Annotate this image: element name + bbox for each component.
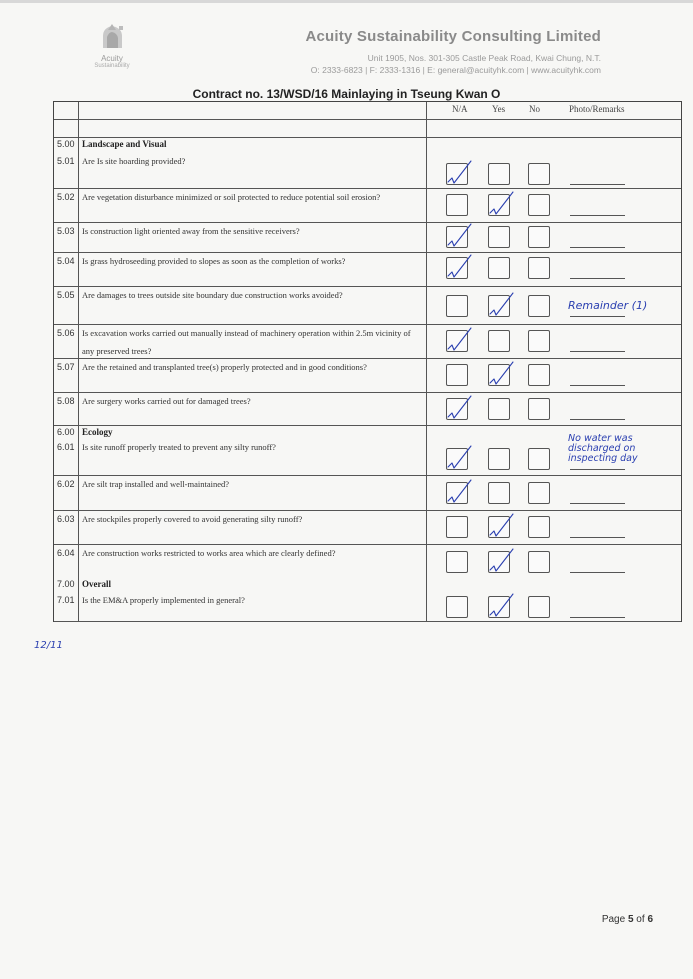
scan-edge	[0, 0, 693, 3]
col-header-na: N/A	[452, 104, 468, 114]
item-number: 6.04	[57, 548, 75, 558]
item-question	[82, 252, 424, 270]
item-question-line: any preserved trees?	[82, 346, 152, 356]
col-header-remarks: Photo/Remarks	[569, 104, 625, 114]
checkbox-yes[interactable]	[488, 482, 510, 504]
checkbox-yes[interactable]	[488, 516, 510, 538]
item-question	[82, 324, 424, 360]
company-address: Unit 1905, Nos. 301-305 Castle Peak Road, Kwai Chung, N.T.	[367, 53, 601, 63]
col-header-no: No	[529, 104, 540, 114]
checkbox-no[interactable]	[528, 163, 550, 185]
remarks-line	[570, 572, 625, 573]
row-divider	[54, 119, 681, 120]
remarks-line	[570, 247, 625, 248]
tick-mark-icon	[444, 221, 474, 251]
handwritten-remark: Remainder (1)	[568, 299, 648, 312]
page-number	[602, 914, 653, 925]
checkbox-yes[interactable]	[488, 194, 510, 216]
tick-mark-icon	[486, 189, 516, 219]
checkbox-yes[interactable]	[488, 163, 510, 185]
tick-mark-icon	[444, 443, 474, 473]
checklist-table	[53, 101, 682, 622]
remarks-line	[570, 537, 625, 538]
row-divider	[54, 621, 681, 622]
checkbox-na[interactable]	[446, 330, 468, 352]
company-address-block	[311, 52, 601, 76]
contract-title: Contract no. 13/WSD/16 Mainlaying in Tseung Kwan O	[192, 87, 501, 101]
tick-mark-icon	[486, 511, 516, 541]
item-number: 6.02	[57, 479, 75, 489]
checkbox-na[interactable]	[446, 516, 468, 538]
item-number: 5.02	[57, 192, 75, 202]
item-question-line: Is construction light oriented away from the sensitive receivers?	[82, 226, 300, 236]
checkbox-na[interactable]	[446, 551, 468, 573]
logo-subtext: Sustainability	[94, 63, 130, 69]
remarks-line	[570, 385, 625, 386]
item-question	[82, 510, 424, 528]
remarks-line	[570, 184, 625, 185]
section-number: 5.00	[57, 139, 75, 149]
remarks-line	[570, 215, 625, 216]
section-title: Overall	[82, 579, 111, 589]
tick-mark-icon	[486, 359, 516, 389]
section-number: 6.00	[57, 427, 75, 437]
item-question-line: Are stockpiles properly covered to avoid generating silty runoff?	[82, 514, 303, 524]
page-of: of	[633, 914, 648, 925]
remarks-line	[570, 503, 625, 504]
tick-mark-icon	[486, 591, 516, 621]
tick-mark-icon	[444, 252, 474, 282]
item-number: 5.06	[57, 328, 75, 338]
item-question-line: Are construction works restricted to works area which are clearly defined?	[82, 548, 336, 558]
checkbox-yes[interactable]	[488, 257, 510, 279]
item-question-line: Are vegetation disturbance minimized or soil protected to reduce potential soil erosion?	[82, 192, 381, 202]
item-number: 6.01	[57, 442, 75, 452]
checkbox-na[interactable]	[446, 596, 468, 618]
checkbox-yes[interactable]	[488, 226, 510, 248]
item-question	[82, 152, 424, 170]
item-question-line: Is site runoff properly treated to prevent any silty runoff?	[82, 442, 276, 452]
checkbox-yes[interactable]	[488, 398, 510, 420]
item-question	[82, 475, 424, 493]
item-question	[82, 392, 424, 410]
checkbox-no[interactable]	[528, 330, 550, 352]
checkbox-yes[interactable]	[488, 364, 510, 386]
item-question-line: Are damages to trees outside site boundary due construction works avoided?	[82, 290, 343, 300]
item-question	[82, 438, 424, 456]
checkbox-no[interactable]	[528, 482, 550, 504]
item-question	[82, 286, 424, 304]
acuity-logo-icon	[95, 22, 129, 52]
checkbox-no[interactable]	[528, 516, 550, 538]
checkbox-no[interactable]	[528, 257, 550, 279]
item-question	[82, 358, 424, 376]
item-question	[82, 591, 424, 609]
item-number: 5.05	[57, 290, 75, 300]
company-logo	[72, 22, 152, 82]
page-prefix: Page	[601, 914, 628, 925]
page-total: 6	[647, 914, 653, 925]
item-number: 6.03	[57, 514, 75, 524]
checkbox-no[interactable]	[528, 226, 550, 248]
tick-mark-icon	[444, 393, 474, 423]
remarks-line	[570, 278, 625, 279]
item-question	[82, 544, 424, 562]
checkbox-na[interactable]	[446, 398, 468, 420]
company-name: Acuity Sustainability Consulting Limited	[305, 28, 601, 45]
checkbox-na[interactable]	[446, 194, 468, 216]
checkbox-na[interactable]	[446, 448, 468, 470]
checkbox-na[interactable]	[446, 482, 468, 504]
remarks-line	[570, 419, 625, 420]
tick-mark-icon	[444, 325, 474, 355]
checkbox-na[interactable]	[446, 226, 468, 248]
checkbox-no[interactable]	[528, 596, 550, 618]
item-question-line: Are silt trap installed and well-maintained?	[82, 479, 230, 489]
tick-mark-icon	[444, 477, 474, 507]
checkbox-no[interactable]	[528, 364, 550, 386]
page-current: 5	[627, 914, 634, 925]
logo-text: Acuity	[101, 54, 123, 63]
checkbox-na[interactable]	[446, 295, 468, 317]
checkbox-yes[interactable]	[488, 448, 510, 470]
item-number: 5.03	[57, 226, 75, 236]
checkbox-na[interactable]	[446, 257, 468, 279]
item-number: 7.01	[57, 595, 75, 605]
item-number: 5.04	[57, 256, 75, 266]
tick-mark-icon	[444, 158, 474, 188]
checkbox-yes[interactable]	[488, 330, 510, 352]
checkbox-yes[interactable]	[488, 596, 510, 618]
remarks-line	[570, 469, 625, 470]
item-question	[82, 222, 424, 240]
remarks-line	[570, 617, 625, 618]
item-question-line: Are the retained and transplanted tree(s) properly protected and in good conditions?	[82, 362, 367, 372]
tick-mark-icon	[486, 546, 516, 576]
section-number: 7.00	[57, 579, 75, 589]
checkbox-no[interactable]	[528, 448, 550, 470]
checkbox-no[interactable]	[528, 194, 550, 216]
item-number: 5.07	[57, 362, 75, 372]
checkbox-no[interactable]	[528, 551, 550, 573]
col-header-yes: Yes	[492, 104, 506, 114]
section-title: Ecology	[82, 427, 113, 437]
row-divider	[54, 425, 681, 426]
remarks-line	[570, 316, 625, 317]
item-number: 5.08	[57, 396, 75, 406]
row-divider	[54, 137, 681, 138]
checkbox-yes[interactable]	[488, 295, 510, 317]
handwritten-remark: No water was discharged on inspecting day	[568, 433, 638, 464]
remarks-line	[570, 351, 625, 352]
checkbox-no[interactable]	[528, 398, 550, 420]
item-number: 5.01	[57, 156, 75, 166]
handwritten-date: 12/11	[34, 640, 63, 651]
checkbox-na[interactable]	[446, 364, 468, 386]
item-question-line: Is grass hydroseeding provided to slopes as soon as the completion of works?	[82, 256, 346, 266]
item-question-line: Is the EM&A properly implemented in general?	[82, 595, 245, 605]
item-question-line: Are surgery works carried out for damaged trees?	[82, 396, 251, 406]
tick-mark-icon	[486, 290, 516, 320]
item-question-line: Is excavation works carried out manually instead of machinery operation within 2.5m vicinity of	[82, 328, 411, 338]
item-question-line: Are Is site hoarding provided?	[82, 156, 186, 166]
item-question	[82, 188, 424, 206]
company-contact: O: 2333-6823 | F: 2333-1316 | E: general@acuityhk.com | www.acuityhk.com	[310, 65, 601, 75]
checkbox-na[interactable]	[446, 163, 468, 185]
section-title: Landscape and Visual	[82, 139, 167, 149]
checkbox-yes[interactable]	[488, 551, 510, 573]
checkbox-no[interactable]	[528, 295, 550, 317]
